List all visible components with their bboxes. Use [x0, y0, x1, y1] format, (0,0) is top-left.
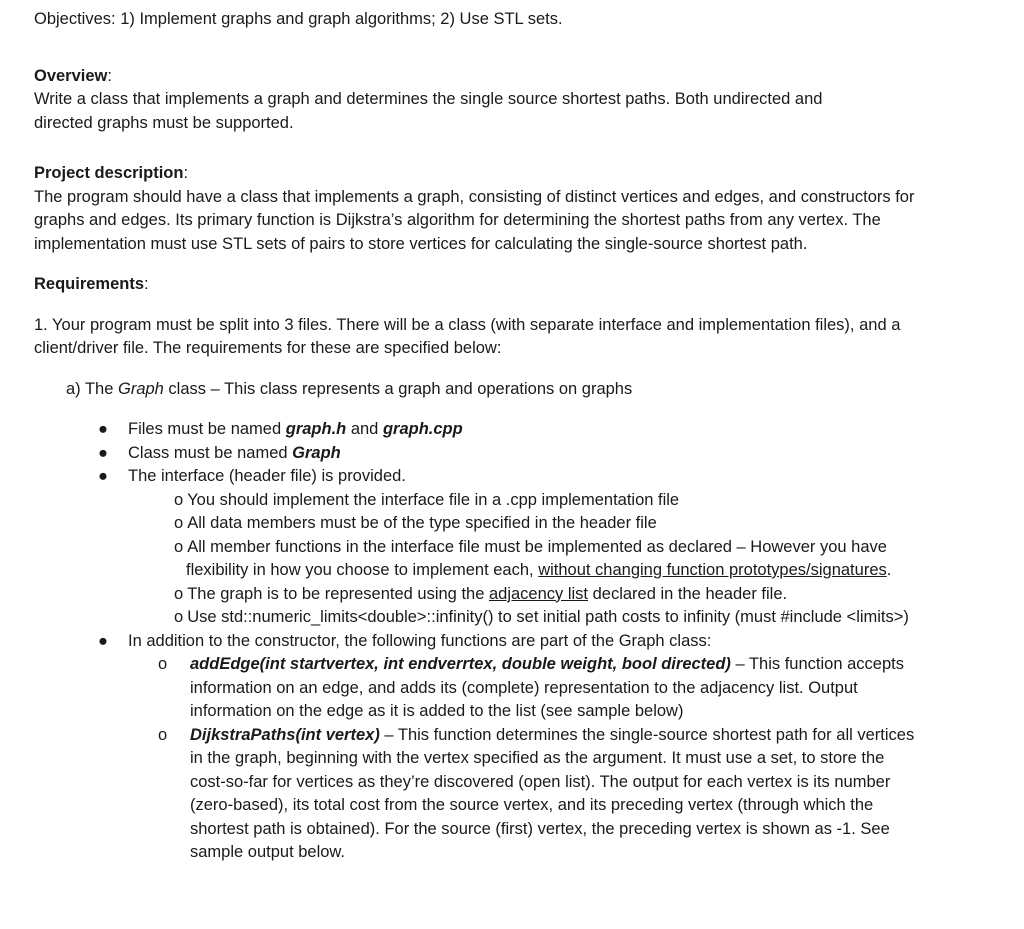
- document-body: [34, 8, 994, 865]
- hollow-bullet-icon: o: [158, 725, 168, 744]
- dijkstrapaths-line-4: (zero-based), its total cost from the source vertex, and its preceding vertex (through which the: [190, 796, 874, 814]
- subitem-adjacency-list: [34, 583, 994, 607]
- dijkstrapaths-line-5: shortest path is obtained). For the source (first) vertex, the preceding vertex is shown as -1. See: [190, 819, 890, 838]
- filename-graph-cpp: graph.cpp: [382, 420, 463, 438]
- subitem-adjacency-list-suffix: declared in the header file.: [588, 584, 788, 603]
- bullet-additional-functions: [34, 630, 994, 654]
- graph-class-subheading: [34, 378, 994, 402]
- bullet-dot-icon: ●: [98, 420, 108, 438]
- requirements-heading-text: Requirements: [34, 275, 145, 293]
- addedge-line-2: information on an edge, and adds its (complete) representation to the adjacency list. Output: [190, 678, 858, 697]
- subitem-numeric-limits: [34, 606, 994, 630]
- bullet-file-names: [34, 418, 994, 442]
- hollow-bullet-icon: o: [158, 655, 168, 673]
- project-heading-colon: :: [183, 164, 189, 182]
- objectives-line: Objectives: 1) Implement graphs and graph algorithms; 2) Use STL sets.: [34, 10, 563, 28]
- subitem-member-functions-period: .: [886, 561, 892, 579]
- project-text-line-2: graphs and edges. Its primary function is Dijkstra’s algorithm for determining the shortest paths from any vertex. The: [34, 211, 881, 229]
- subitem-member-functions-line-1: All member functions in the interface file must be implemented as declared – However you have: [187, 537, 887, 556]
- hollow-bullet-icon: o: [174, 584, 184, 603]
- dijkstrapaths-line-6: sample output below.: [190, 843, 346, 861]
- bullet-interface-provided: [34, 465, 994, 489]
- filename-graph-h: graph.h: [285, 420, 347, 438]
- bullet-dot-icon: ●: [98, 467, 108, 485]
- function-dijkstrapaths: [34, 724, 994, 865]
- requirements-heading-colon: :: [144, 275, 149, 293]
- graph-class-name: Graph: [117, 379, 164, 398]
- subitem-implement-cpp: [34, 489, 994, 513]
- bullet-interface-provided-text: The interface (header file) is provided.: [128, 467, 406, 485]
- subitem-member-functions-line-2: flexibility in how you choose to implement each,: [186, 561, 539, 579]
- hollow-bullet-icon: o: [174, 608, 184, 626]
- project-text-line-3: implementation must use STL sets of pairs to store vertices for calculating the single-source shortest path.: [34, 234, 808, 253]
- bullet-additional-functions-text: In addition to the constructor, the following functions are part of the Graph class:: [128, 631, 712, 650]
- subitem-numeric-limits-text: Use std::numeric_limits<double>::infinity() to set initial path costs to infinity (must #include <limits>): [187, 608, 909, 626]
- bullet-file-names-prefix: Files must be named: [128, 420, 286, 438]
- bullet-class-name: [34, 442, 994, 466]
- overview-heading: [34, 65, 994, 89]
- bullet-class-name-prefix: Class must be named: [128, 443, 293, 462]
- hollow-bullet-icon: o: [174, 537, 184, 556]
- requirements-heading: [34, 273, 994, 297]
- subitem-data-members: [34, 512, 994, 536]
- dijkstrapaths-signature: DijkstraPaths(int vertex): [190, 725, 380, 744]
- bullet-file-names-and: and: [346, 420, 383, 438]
- addedge-line-1: – This function accepts: [730, 655, 904, 673]
- graph-class-prefix: a) The: [66, 379, 118, 398]
- project-heading: [34, 162, 994, 186]
- dijkstrapaths-line-1: – This function determines the single-source shortest path for all vertices: [379, 725, 915, 744]
- function-addedge: [34, 653, 994, 724]
- project-heading-text: Project description: [34, 164, 184, 182]
- subitem-data-members-text: All data members must be of the type specified in the header file: [187, 514, 657, 532]
- prototypes-underlined-text: without changing function prototypes/signatures: [538, 561, 887, 579]
- project-text-line-1: The program should have a class that implements a graph, consisting of distinct vertices and edges, and constructors for: [34, 187, 915, 206]
- hollow-bullet-icon: o: [174, 514, 184, 532]
- requirement-1-line-2: client/driver file. The requirements for these are specified below:: [34, 339, 502, 357]
- subitem-implement-cpp-text: You should implement the interface file in a .cpp implementation file: [187, 490, 680, 509]
- bullet-dot-icon: ●: [98, 443, 108, 462]
- class-name-graph: Graph: [292, 443, 341, 462]
- overview-heading-colon: :: [107, 66, 112, 85]
- graph-class-suffix: class – This class represents a graph and operations on graphs: [163, 379, 633, 398]
- requirements-bullet-list: [34, 418, 994, 865]
- requirement-1-line-1: 1. Your program must be split into 3 files. There will be a class (with separate interface and implementation files), and a: [34, 315, 901, 334]
- addedge-line-3: information on the edge as it is added to the list (see sample below): [190, 702, 684, 720]
- subitem-member-functions: [34, 536, 994, 583]
- adjacency-list-underlined-text: adjacency list: [488, 584, 589, 603]
- subitem-adjacency-list-prefix: The graph is to be represented using the: [187, 584, 489, 603]
- addedge-signature: addEdge(int startvertex, int endverrtex, double weight, bool directed): [190, 655, 731, 673]
- dijkstrapaths-line-3: cost-so-far for vertices as they’re discovered (open list). The output for each vertex is its number: [190, 772, 891, 791]
- overview-heading-text: Overview: [34, 66, 108, 85]
- overview-text-line-1: Write a class that implements a graph and determines the single source shortest paths. Both undirected and: [34, 90, 823, 108]
- hollow-bullet-icon: o: [174, 490, 184, 509]
- dijkstrapaths-line-2: in the graph, beginning with the vertex specified as the argument. It must use a set, to store the: [190, 749, 885, 767]
- overview-text-line-2: directed graphs must be supported.: [34, 113, 294, 132]
- bullet-dot-icon: ●: [98, 631, 108, 650]
